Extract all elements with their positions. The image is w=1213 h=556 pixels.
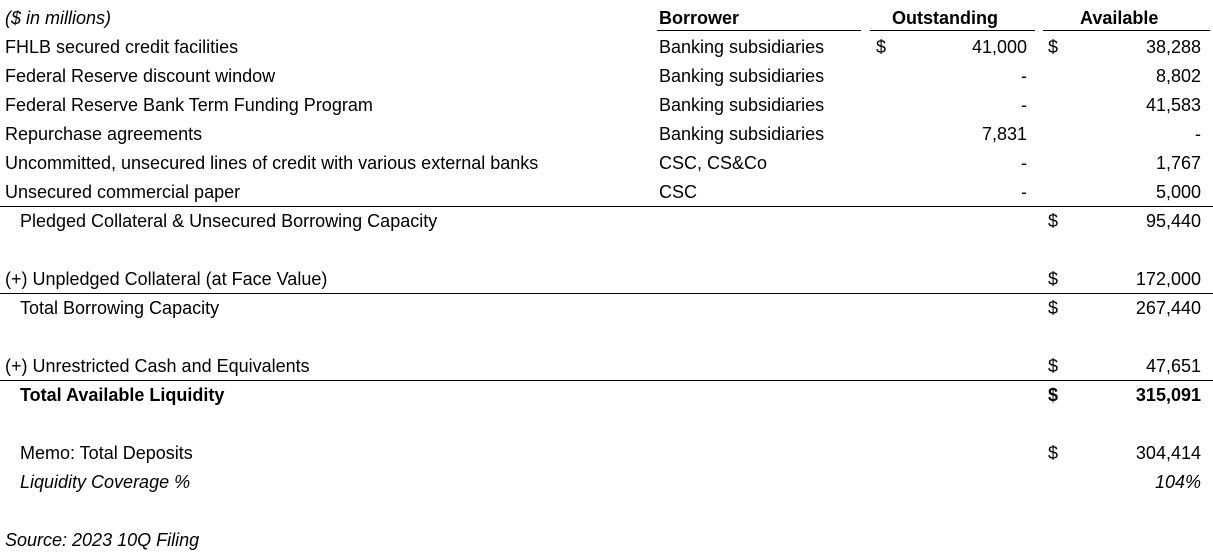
- facility-label: Federal Reserve discount window: [5, 66, 276, 86]
- facility-borrower: Banking subsidiaries: [659, 95, 825, 115]
- available-header-underline: [1043, 30, 1210, 31]
- pledged-capacity-label: Pledged Collateral & Unsecured Borrowing Capacity: [20, 211, 438, 231]
- facility-row: [0, 120, 1213, 149]
- facility-borrower: CSC, CS&Co: [659, 153, 768, 173]
- facility-label: Federal Reserve Bank Term Funding Program: [5, 95, 373, 115]
- facility-row: [0, 62, 1213, 91]
- available-value: 41,583: [1145, 95, 1201, 115]
- unpledged-dollar-sign: $: [1048, 269, 1059, 289]
- memo-deposits-value: 304,414: [1135, 443, 1201, 463]
- source-row: [0, 526, 1213, 555]
- liquidity-coverage-label: Liquidity Coverage %: [20, 472, 191, 492]
- total-borrowing-dollar-sign: $: [1048, 298, 1059, 318]
- total-liquidity-row: [0, 381, 1213, 410]
- units-note: ($ in millions): [5, 8, 112, 28]
- available-header: Available: [1080, 8, 1159, 28]
- facility-row: [0, 33, 1213, 62]
- outstanding-value: -: [1021, 95, 1027, 115]
- total-borrowing-row: [0, 294, 1213, 323]
- unpledged-collateral-label: (+) Unpledged Collateral (at Face Value): [5, 269, 328, 289]
- outstanding-header: Outstanding: [892, 8, 998, 28]
- unrestricted-cash-dollar-sign: $: [1048, 356, 1059, 376]
- facility-row: [0, 91, 1213, 120]
- borrower-header-underline: [657, 30, 861, 31]
- borrower-header: Borrower: [659, 8, 740, 28]
- liquidity-coverage-row: [0, 468, 1213, 497]
- facility-borrower: Banking subsidiaries: [659, 124, 825, 144]
- liquidity-coverage-value: 104%: [1154, 472, 1201, 492]
- available-value: 38,288: [1145, 37, 1201, 57]
- source-note: Source: 2023 10Q Filing: [5, 530, 200, 550]
- available-value: 8,802: [1155, 66, 1201, 86]
- total-borrowing-value: 267,440: [1135, 298, 1201, 318]
- unrestricted-cash-value: 47,651: [1145, 356, 1201, 376]
- outstanding-value: 7,831: [981, 124, 1027, 144]
- facility-row: [0, 178, 1213, 207]
- pledged-capacity-row: [0, 207, 1213, 236]
- facility-label: Uncommitted, unsecured lines of credit with various external banks: [5, 153, 539, 173]
- available-value: 1,767: [1155, 153, 1201, 173]
- memo-deposits-dollar-sign: $: [1048, 443, 1059, 463]
- unrestricted-cash-row: [0, 352, 1213, 381]
- facility-borrower: Banking subsidiaries: [659, 66, 825, 86]
- total-liquidity-value: 315,091: [1135, 385, 1201, 405]
- pledged-dollar-sign: $: [1048, 211, 1059, 231]
- outstanding-value: -: [1021, 182, 1027, 202]
- unrestricted-cash-label: (+) Unrestricted Cash and Equivalents: [5, 356, 310, 376]
- facility-label: Repurchase agreements: [5, 124, 203, 144]
- facility-borrower: CSC: [659, 182, 698, 202]
- facility-row: [0, 149, 1213, 178]
- outstanding-dollar-sign: $: [876, 37, 887, 57]
- pledged-capacity-value: 95,440: [1145, 211, 1201, 231]
- available-value: 5,000: [1155, 182, 1201, 202]
- facility-label: FHLB secured credit facilities: [5, 37, 239, 57]
- outstanding-value: -: [1021, 153, 1027, 173]
- memo-deposits-label: Memo: Total Deposits: [20, 443, 193, 463]
- outstanding-header-underline: [870, 30, 1035, 31]
- unpledged-collateral-row: [0, 265, 1213, 294]
- memo-deposits-row: [0, 439, 1213, 468]
- available-dollar-sign: $: [1048, 37, 1059, 57]
- outstanding-value: 41,000: [971, 37, 1027, 57]
- header-row: [0, 4, 1213, 33]
- total-liquidity-dollar-sign: $: [1048, 385, 1059, 405]
- total-borrowing-label: Total Borrowing Capacity: [20, 298, 220, 318]
- available-value: -: [1195, 124, 1201, 144]
- facility-label: Unsecured commercial paper: [5, 182, 241, 202]
- total-liquidity-label: Total Available Liquidity: [20, 385, 225, 405]
- facility-borrower: Banking subsidiaries: [659, 37, 825, 57]
- outstanding-value: -: [1021, 66, 1027, 86]
- unpledged-collateral-value: 172,000: [1135, 269, 1201, 289]
